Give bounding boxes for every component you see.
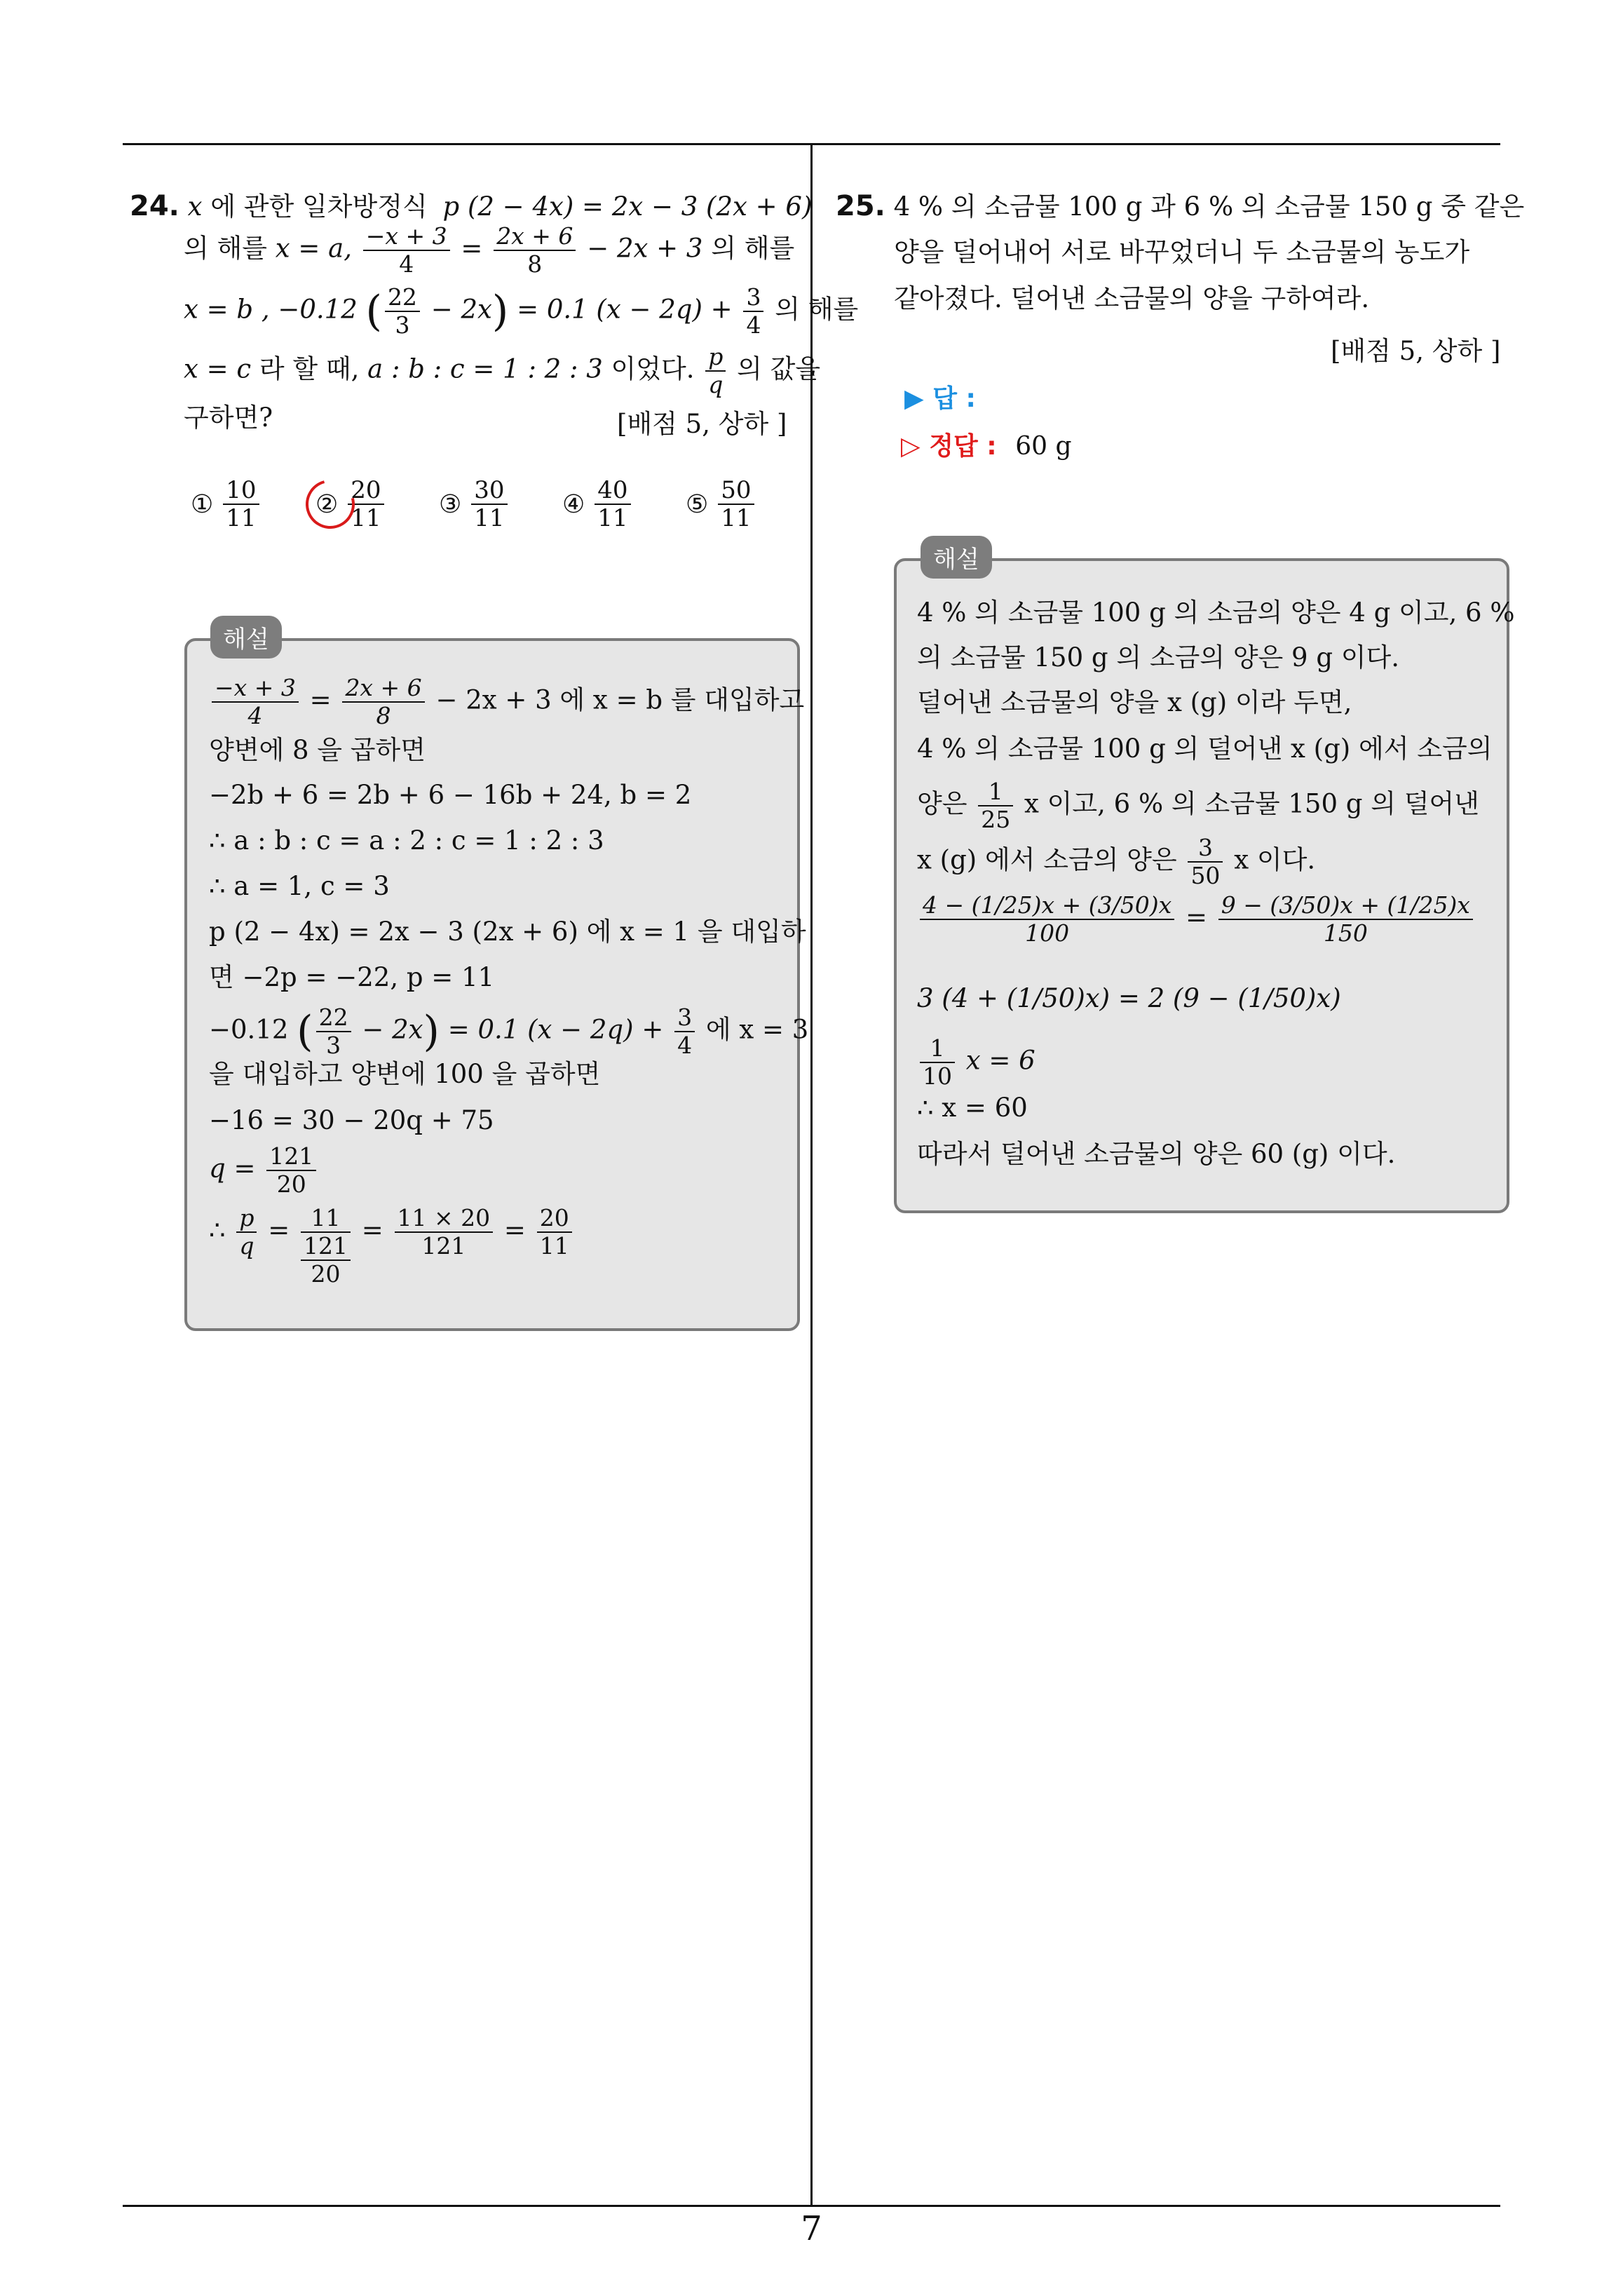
page-number: 7 [801,2209,822,2248]
correct-answer-label: ▷ 정답 : [901,432,997,461]
choice-3[interactable]: ③ $\frac{30}{11}$ [439,477,510,532]
solution-tag: 해설 [921,536,992,579]
fraction: $\frac{2x + 6}{8}$ [494,223,576,278]
choice-5[interactable]: ⑤ $\frac{50}{11}$ [686,477,757,532]
solution-tag: 해설 [210,616,282,659]
bottom-rule [123,2205,1500,2207]
fraction: $\frac{22}{3}$ [385,284,420,339]
answer-label: ▶ 답 : [904,384,976,413]
choice-1[interactable]: ① $\frac{10}{11}$ [191,477,262,532]
score-label: [배점 5, 상하 ] [1331,336,1501,366]
question-number: 25. [836,190,885,222]
score-label: [배점 5, 상하 ] [617,409,787,439]
column-divider [810,144,813,2206]
choice-4[interactable]: ④ $\frac{40}{11}$ [562,477,634,532]
choice-2[interactable]: ② $\frac{20}{11}$ [315,477,387,532]
fraction: $\frac{p}{q}$ [705,344,726,398]
fraction: $\frac{3}{4}$ [743,284,763,339]
question-number: 24. [130,190,179,222]
fraction: $\frac{-x + 3}{4}$ [363,223,450,278]
answer-choices [191,477,794,547]
correct-answer-value: 60 g [1015,432,1072,461]
